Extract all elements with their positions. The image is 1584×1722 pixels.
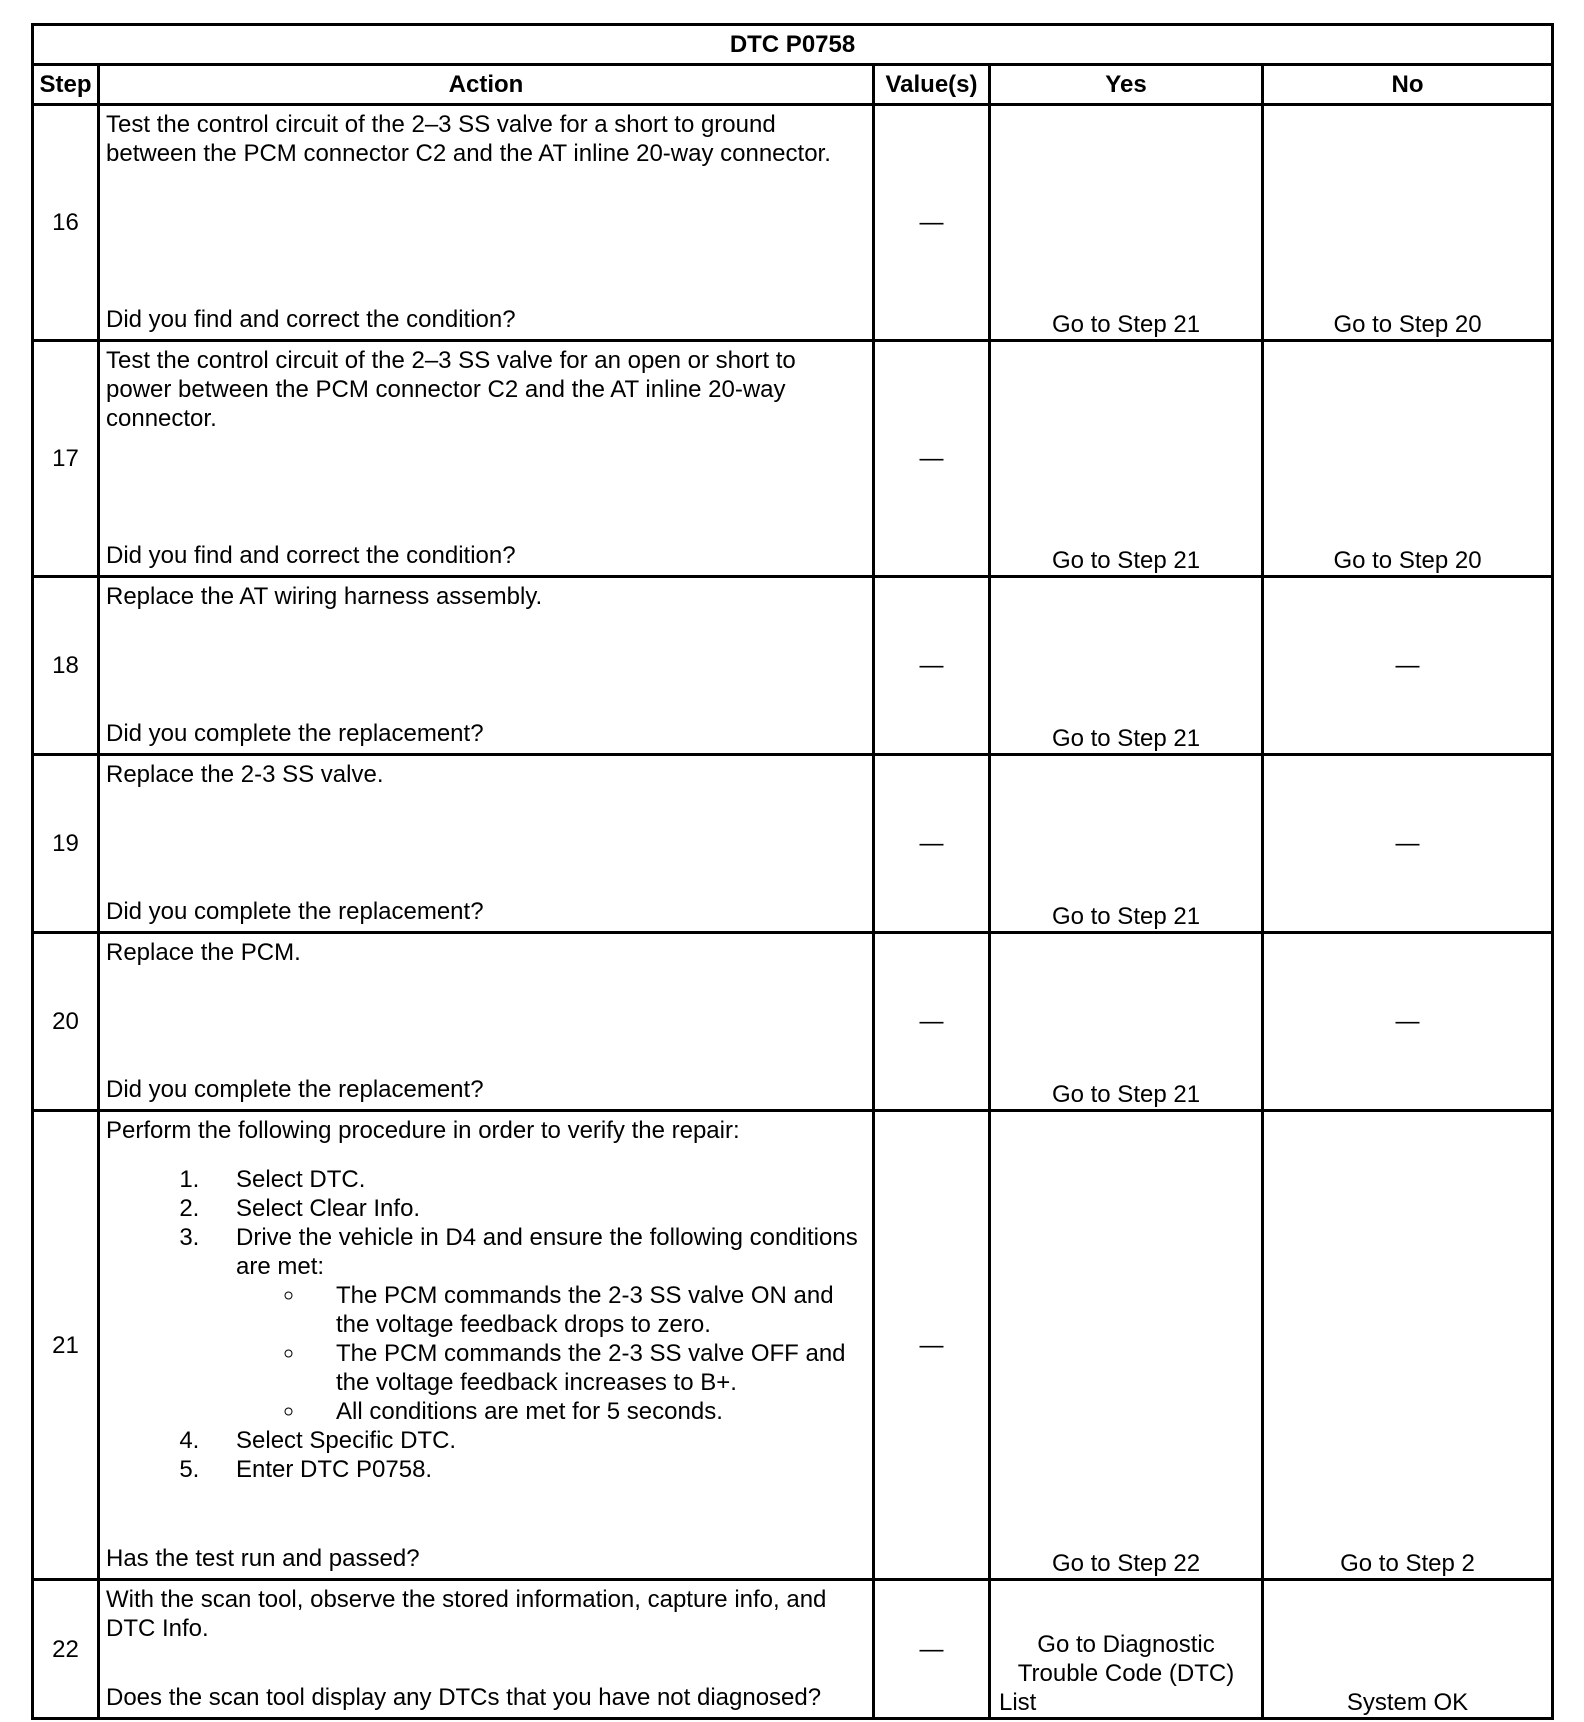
value-cell: — [874,577,990,755]
value-cell: — [874,341,990,577]
action-cell [99,1111,874,1580]
table-row [33,1580,1553,1719]
header-no: No [1263,65,1553,105]
no-cell: Go to Step 2 [1263,1111,1553,1580]
yes-cell [990,1580,1263,1719]
action-question: Has the test run and passed? [106,1545,420,1572]
action-question: Did you complete the replacement? [106,1076,484,1103]
procedure-step-text: Drive the vehicle in D4 and ensure the following conditions are met: [236,1224,858,1280]
step-number: 17 [33,341,99,577]
action-text: Replace the 2-3 SS valve. [106,761,384,788]
yes-cell: Go to Step 21 [990,933,1263,1111]
yes-cell: Go to Step 21 [990,577,1263,755]
condition-list [236,1281,864,1426]
action-question: Did you complete the replacement? [106,720,484,747]
step-number: 20 [33,933,99,1111]
table-row [33,755,1553,933]
action-question: Did you find and correct the condition? [106,306,516,333]
step-number: 22 [33,1580,99,1719]
yes-line: Go to Diagnostic [1037,1631,1215,1658]
action-text: Test the control circuit of the 2–3 SS valve for an open or short to power between the PCM connector C2 and the AT inline 20-way connector. [106,347,796,432]
header-step: Step [33,65,99,105]
procedure-list [106,1165,864,1484]
action-question: Did you find and correct the condition? [106,542,516,569]
yes-cell: Go to Step 21 [990,341,1263,577]
value-cell: — [874,105,990,341]
procedure-step: 4. Select Specific DTC. [206,1426,864,1455]
procedure-step: 2. Select Clear Info. [206,1194,864,1223]
condition-item: ◦ All conditions are met for 5 seconds. [306,1397,864,1426]
table-title: DTC P0758 [33,25,1553,65]
step-number: 18 [33,577,99,755]
header-row [33,65,1553,105]
value-cell: — [874,933,990,1111]
value-cell: — [874,755,990,933]
table-row [33,577,1553,755]
action-question: Does the scan tool display any DTCs that you have not diagnosed? [106,1684,822,1711]
action-text: Perform the following procedure in order to verify the repair: [106,1117,740,1144]
table-row [33,341,1553,577]
action-text: Replace the AT wiring harness assembly. [106,583,543,610]
table-row [33,933,1553,1111]
action-cell [99,755,874,933]
yes-cell: Go to Step 22 [990,1111,1263,1580]
procedure-step [206,1223,864,1426]
no-cell: — [1263,933,1553,1111]
yes-cell: Go to Step 21 [990,755,1263,933]
value-cell: — [874,1111,990,1580]
step-number: 16 [33,105,99,341]
no-cell: Go to Step 20 [1263,105,1553,341]
action-cell [99,341,874,577]
action-cell [99,105,874,341]
action-text: With the scan tool, observe the stored information, capture info, and DTC Info. [106,1586,827,1642]
action-text: Replace the PCM. [106,939,301,966]
title-row [33,25,1553,65]
no-cell: Go to Step 20 [1263,341,1553,577]
dtc-table [31,23,1554,1720]
header-yes: Yes [990,65,1263,105]
procedure-step: 1. Select DTC. [206,1165,864,1194]
condition-item: ◦ The PCM commands the 2-3 SS valve ON and the voltage feedback drops to zero. [306,1281,864,1339]
table-row [33,1111,1553,1580]
yes-line: Trouble Code (DTC) [1017,1660,1235,1687]
action-question: Did you complete the replacement? [106,898,484,925]
action-cell [99,1580,874,1719]
condition-item: ◦ The PCM commands the 2-3 SS valve OFF and the voltage feedback increases to B+. [306,1339,864,1397]
step-number: 19 [33,755,99,933]
no-cell: — [1263,577,1553,755]
no-cell: — [1263,755,1553,933]
yes-cell: Go to Step 21 [990,105,1263,341]
header-values: Value(s) [874,65,990,105]
procedure-step: 5. Enter DTC P0758. [206,1455,864,1484]
action-text: Test the control circuit of the 2–3 SS valve for a short to ground between the PCM connector C2 and the AT inline 20-way connector. [106,111,831,167]
no-cell: System OK [1263,1580,1553,1719]
value-cell: — [874,1580,990,1719]
header-action: Action [99,65,874,105]
table-row [33,105,1553,341]
step-number: 21 [33,1111,99,1580]
yes-line: List [999,1689,1037,1716]
action-cell [99,933,874,1111]
action-cell [99,577,874,755]
